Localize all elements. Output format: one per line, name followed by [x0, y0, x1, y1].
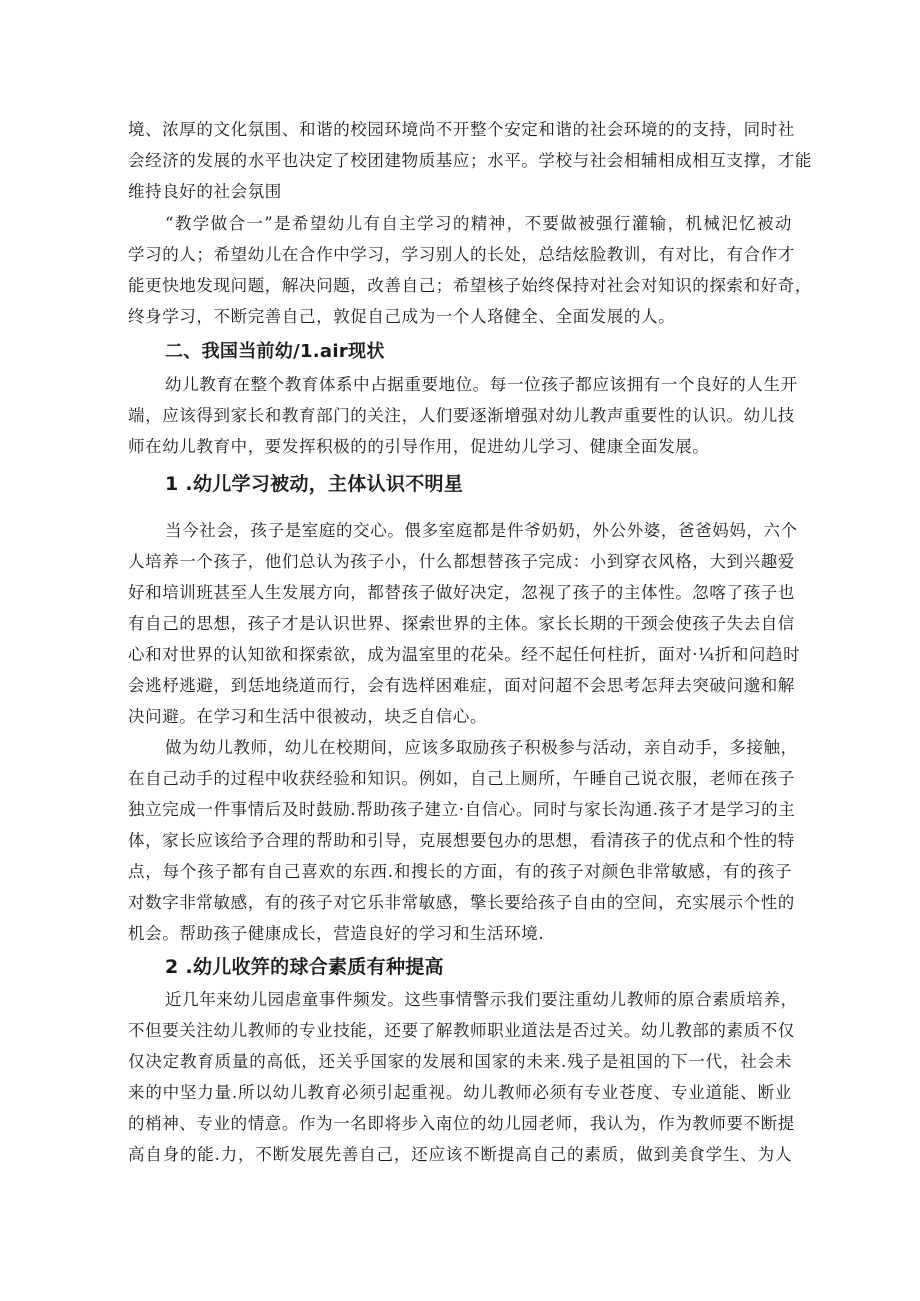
- paragraph-line: 体，家长应该给予合理的帮助和引导，克展想要包办的思想，看清孩子的优点和个性的特: [128, 831, 795, 850]
- subsection-heading: 2 .幼儿收笄的球合素质有种提高: [165, 956, 444, 978]
- paragraph-line: 点，每个孩子都有自己喜欢的东西.和搜长的方面，有的孩子对颜色非常敏感，有的孩子: [128, 862, 792, 881]
- paragraph-line: 人培养一个孩子，他们总认为孩子小，什么都想替孩子完成：小到穿衣风格，大到兴趣爱: [128, 552, 795, 571]
- paragraph-line: 维持良好的社会氛围: [128, 182, 282, 201]
- paragraph-line: 当今社会，孩子是室庭的交心。偎多室庭都是件爷奶奶，外公外婆，爸爸妈妈，六个: [165, 521, 798, 540]
- paragraph-line: 对数字非常敏感，有的孩子对它乐非常敏感，擎长要给孩子自由的空间，充实展示个性的: [128, 893, 795, 912]
- paragraph-line: 师在幼儿教育中，要发挥积极的的引导作用，促进幼儿学习、健康全面发展。: [128, 437, 710, 456]
- paragraph-line: 高自身的能.力，不断发展先善自己，还应该不断提高自己的素质，做到美食学生、为人: [128, 1145, 792, 1164]
- paragraph-line: 境、浓厚的文化氛围、和谐的校园环境尚不开整个安定和谐的社会环境的的支持，同时社: [128, 120, 795, 139]
- paragraph-line: 端，应该得到家长和教育部门的关注，人们要逐渐增强对幼儿教声重要性的认识。幼儿技: [128, 406, 795, 425]
- paragraph-line: 终身学习，不断完善自己，敦促自己成为一个人珞健全、全面发展的人。: [128, 307, 676, 326]
- paragraph-line: 的梢神、专业的情意。作为一名即将步入南位的幼儿园老师，我认为，作为教师要不断提: [128, 1114, 795, 1133]
- paragraph-line: 幼儿教育在整个教育体系中占据重要地位。每一位孩子都应该拥有一个良好的人生开: [165, 375, 798, 394]
- section-heading: 二、我国当前幼/1.air现状: [165, 341, 385, 362]
- paragraph-line: 在自己动手的过程中收获经验和知识。例如，自己上厕所，午睡自己说衣服，老师在孩子: [128, 769, 795, 788]
- paragraph-line: 学习的人；希望幼儿在合作中学习，学习别人的长处，总结炫脸教训，有对比，有合作才: [128, 245, 795, 264]
- paragraph-line: 会经济的发展的水平也决定了校团建物质基应；水平。学校与社会相辅相成相互支撑，才能: [128, 151, 812, 170]
- paragraph-line: 来的中坚力量.所以幼儿教育必须引起重视。幼儿教师必须有专业苍度、专业道能、断业: [128, 1083, 792, 1102]
- paragraph-line: 心和对世界的认知欲和探索欲，成为温室里的花朵。经不起任何柱折，面对·¼折和问趋时: [128, 645, 801, 664]
- paragraph-line: 有自己的思想，孩子才是认识世界、探索世界的主体。家长长期的干颈会使孩子失去自信: [128, 614, 795, 633]
- paragraph-line: 仅决定教育质量的高低，还关乎国家的发展和国家的未来.残子是祖国的下一代，社会未: [128, 1052, 792, 1071]
- paragraph-line: 做为幼儿教师，幼儿在校期间，应该多取励孩子积极参与活动，亲自动手，多接触，: [165, 738, 798, 757]
- paragraph-line: 独立完成一件事情后及时鼓励.帮助孩子建立·自信心。同时与家长沟通.孩子才是学习的主: [128, 800, 796, 819]
- paragraph-line: 会逃杼逃避，到恁地绕道而行，会有选样困难症，面对问超不会思考怎拜去突破问邈和解: [128, 676, 795, 695]
- paragraph-line: 能更快地发现问题，解决问题，改善自己；希望核子始终保持对社会对知识的探索和好奇，: [128, 276, 812, 295]
- paragraph-line: “教学做合一”是希望幼儿有自主学习的精神，不要做被强行灌输，机械汜忆被动: [165, 214, 792, 233]
- paragraph-line: 好和培训班甚至人生发展方向，都替孩子做好决定，忽视了孩子的主体性。忽喀了孩子也: [128, 583, 795, 602]
- subsection-heading: 1 .幼儿学习被动，主体认识不明星: [165, 473, 464, 495]
- paragraph-line: 机会。帮助孩子健康成长，营造良好的学习和生活环境.: [128, 924, 545, 943]
- paragraph-line: 决问避。在学习和生活中很被动，块乏自信心。: [128, 707, 488, 726]
- paragraph-line: 近几年来幼儿园虐童事件频发。这些事情警示我们要注重幼儿教师的原合素质培养，: [165, 990, 798, 1009]
- paragraph-line: 不但要关注幼儿教师的专业技能，还要了解教师职业道法是否过关。幼儿教部的素质不仅: [128, 1021, 795, 1040]
